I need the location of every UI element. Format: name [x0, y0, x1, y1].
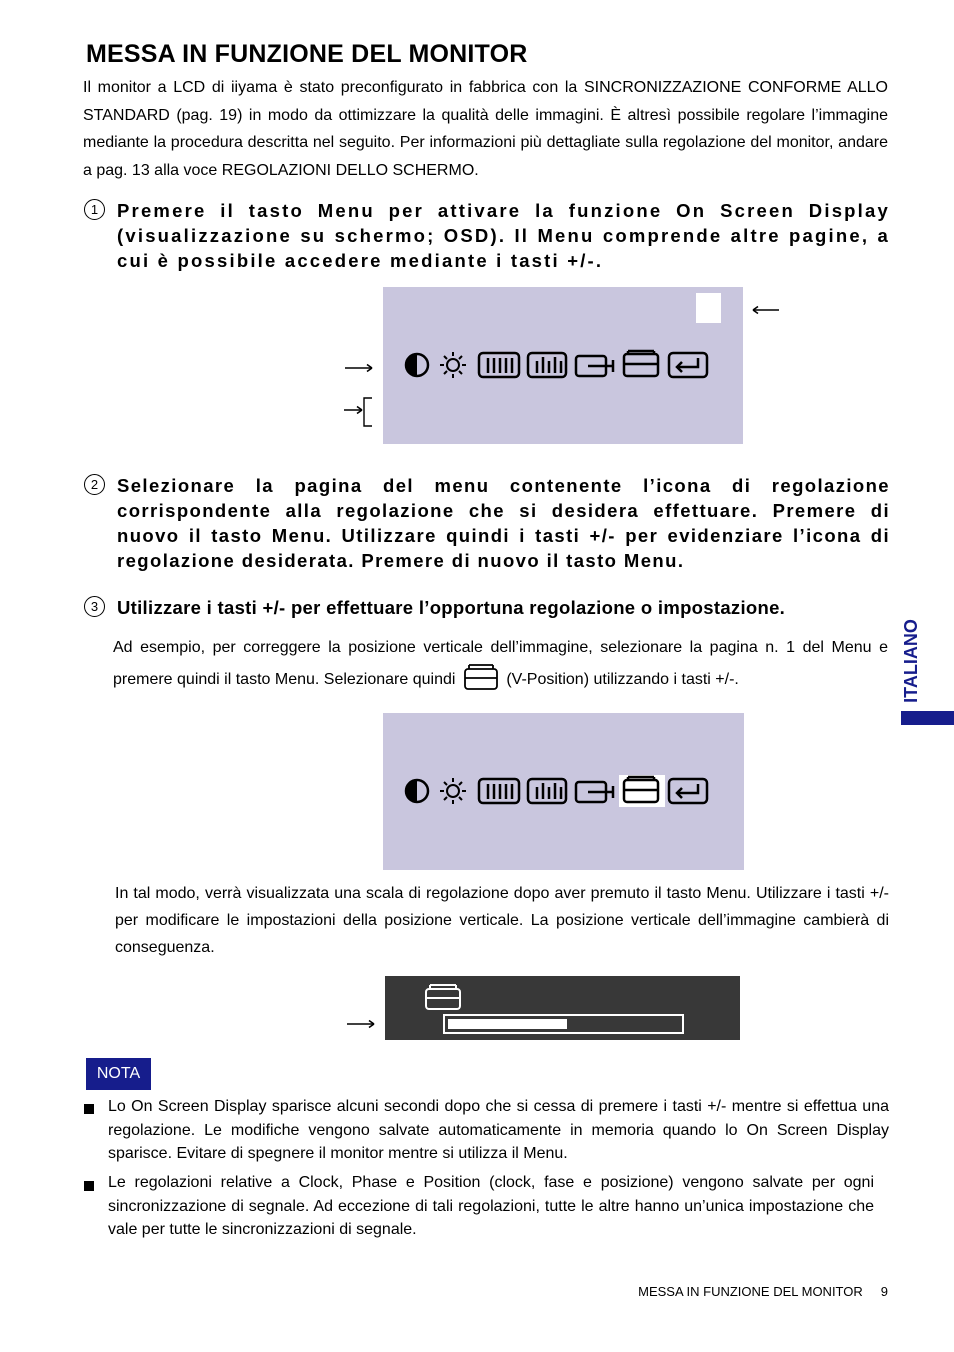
page-title: MESSA IN FUNZIONE DEL MONITOR: [86, 40, 528, 68]
osd-icon-row: [403, 775, 711, 807]
bracket-arrow-icon: [342, 396, 374, 428]
step-text: Selezionare la pagina del menu contenente l’icona di regolazione corrispondente alla regolazione che si desidera effettuare. Premere di nuovo il tasto Menu. Utilizzare quindi i tasti +/- per evidenziare l’icona di regolazione desiderata. Premere di nuovo il tasto Menu.: [117, 475, 890, 571]
exit-icon: [665, 349, 711, 381]
osd-menu-panel-selected: [383, 713, 744, 870]
page-number: 9: [880, 1284, 888, 1299]
step-text: Utilizzare i tasti +/- per effettuare l’opportuna regolazione o impostazione.: [117, 597, 786, 618]
phase-icon: [525, 775, 571, 807]
followup-paragraph: In tal modo, verrà visualizzata una scala di regolazione dopo aver premuto il tasto Menu. Utilizzare i tasti +/- per modificare le impostazioni della posizione verticale. La posizione verticale dell’immagine cambierà di conseguenza.: [115, 885, 889, 956]
arrow-right-icon: [343, 361, 375, 375]
example-text-before: Ad esempio, per correggere la posizione verticale dell’immagine, selezionare la pagina n. 1 del Menu e premere quindi il tasto Menu. Selezionare quindi: [113, 639, 888, 688]
example-text-after: (V-Position) utilizzando i tasti +/-.: [506, 671, 739, 688]
note-text: Le regolazioni relative a Clock, Phase e Position (clock, fase e posizione) vengono salvate per ogni sincronizzazione di segnale. Ad eccezione di tali regolazioni, tutte le altre hanno un’unica impostazione che vale per tutte le sincronizzazioni di segnale.: [108, 1174, 874, 1238]
page-footer: [638, 1284, 888, 1299]
brightness-icon: [431, 349, 475, 381]
note-text: Lo On Screen Display sparisce alcuni secondi dopo che si cessa di premere i tasti +/- mentre si effettua una regolazione. Le modifiche vengono salvate automaticamente in memoria quando lo On Screen Display sparisce. Evitare di spegnere il monitor mentre si utilizza il Menu.: [108, 1098, 889, 1162]
v-position-icon: [462, 663, 500, 691]
note-item-1: [84, 1095, 889, 1166]
phase-icon: [525, 349, 571, 381]
bullet-square-icon: [84, 1181, 94, 1191]
intro-paragraph: Il monitor a LCD di iiyama è stato preconfigurato in fabbrica con la SINCRONIZZAZIONE CONFORME ALLO STANDARD (pag. 19) in modo da ottimizzare la qualità delle immagini. È altresì possibile regolare l’immagine mediante la procedura descritta nel seguito. Per informazioni più dettagliate sulla regolazione del monitor, andare a pag. 13 alla voce REGOLAZIONI DELLO SCHERMO.: [83, 79, 888, 179]
step-number: 3: [84, 596, 105, 617]
exit-icon: [665, 775, 711, 807]
v-position-icon-selected: [619, 775, 665, 807]
v-position-icon: [423, 982, 463, 1012]
step-1: [84, 198, 890, 273]
step-number: 2: [84, 474, 105, 495]
clock-icon: [475, 775, 525, 807]
brightness-icon: [431, 775, 475, 807]
osd-menu-panel: [383, 287, 743, 444]
note-item-2: [84, 1171, 874, 1242]
page-indicator: [696, 293, 721, 323]
step-text: Premere il tasto Menu per attivare la funzione On Screen Display (visualizzazione su schermo; OSD). Il Menu comprende altre pagine, a cui è possibile accedere mediante i tasti +/-.: [117, 200, 890, 271]
example-paragraph: [113, 633, 888, 695]
osd-icon-row: [403, 349, 711, 381]
h-position-icon: [571, 775, 619, 807]
v-position-icon: [619, 349, 665, 381]
step-number: 1: [84, 199, 105, 220]
adjustment-panel: [385, 976, 740, 1040]
language-side-label: ITALIANO: [901, 619, 921, 703]
footer-section-title: MESSA IN FUNZIONE DEL MONITOR: [638, 1284, 863, 1299]
contrast-icon: [403, 349, 431, 381]
arrow-right-icon: [345, 1017, 377, 1031]
adjustment-bar-fill: [448, 1019, 567, 1029]
arrow-left-icon: [750, 303, 782, 317]
h-position-icon: [571, 349, 619, 381]
clock-icon: [475, 349, 525, 381]
step-3: [84, 595, 890, 620]
adjustment-bar: [443, 1014, 684, 1034]
language-side-tab: [901, 711, 954, 725]
nota-badge: NOTA: [86, 1058, 151, 1090]
bullet-square-icon: [84, 1104, 94, 1114]
contrast-icon: [403, 775, 431, 807]
step-2: [84, 473, 890, 573]
